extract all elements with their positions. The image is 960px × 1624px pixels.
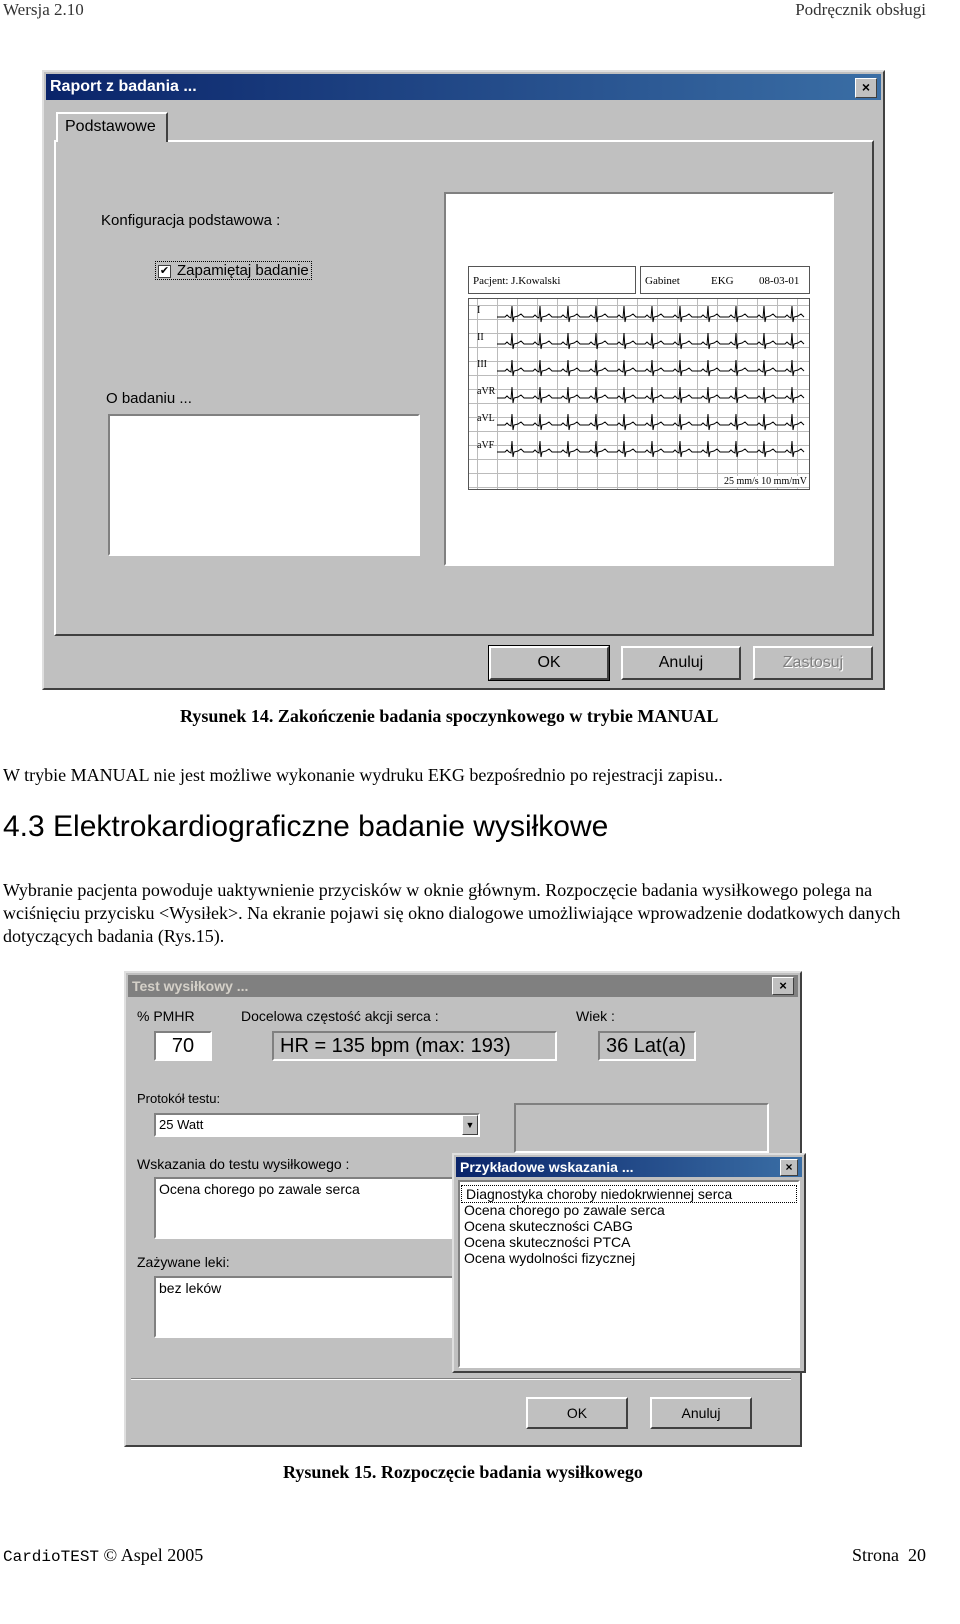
footer-copyright: © Aspel 2005 [99, 1545, 204, 1565]
remember-exam-checkbox[interactable] [156, 262, 311, 279]
lead-label: aVR [477, 386, 496, 397]
cancel-button[interactable]: Anuluj [621, 646, 741, 680]
stress-test-paragraph: Wybranie pacjenta powoduje uaktywnienie przycisków w oknie głównym. Rozpoczęcie badania wysiłkowego polega na wciśnięciu przycisku <Wysiłek>. Na ekranie pojawi się okno dialogowe umożliwiające wprowadzenie dodatkowych danych dotyczących badania (Rys.15). [3, 880, 901, 946]
config-label: Konfiguracja podstawowa : [101, 212, 281, 229]
about-textarea[interactable] [108, 414, 420, 556]
indication-list-item[interactable]: Ocena wydolności fizycznej [464, 1250, 636, 1266]
target-hr-label: Docelowa częstość akcji serca : [241, 1008, 439, 1024]
page-footer-copyright [3, 1545, 203, 1566]
print-preview [444, 192, 834, 566]
ekg-trace-iii [497, 357, 807, 381]
stress-test-title: Test wysiłkowy ... [132, 978, 249, 994]
manual-mode-paragraph: W trybie MANUAL nie jest możliwe wykonanie wydruku EKG bezpośrednio po rejestracji zapisu.. [3, 765, 723, 785]
preview-exam: EKG [711, 275, 734, 287]
popup-title: Przykładowe wskazania ... [460, 1159, 634, 1175]
pmhr-input[interactable]: 70 [154, 1031, 212, 1061]
meds-label: Zażywane leki: [137, 1254, 230, 1270]
chevron-down-icon[interactable]: ▼ [462, 1115, 478, 1135]
ekg-waveform [497, 306, 804, 322]
report-dialog-titlebar [46, 74, 881, 100]
lead-label: I [477, 305, 481, 316]
stress-test-dialog [124, 971, 802, 1447]
preview-patient: Pacjent: J.Kowalski [468, 266, 636, 294]
lead-label: aVL [477, 413, 495, 424]
meds-input[interactable]: bez leków [154, 1276, 464, 1338]
remember-exam-label: Zapamiętaj badanie [177, 262, 309, 279]
ok-button[interactable]: OK [489, 646, 609, 680]
about-label: O badaniu ... [106, 390, 192, 407]
lead-label: II [477, 332, 484, 343]
page-header-manual: Podręcznik obsługi [795, 0, 926, 19]
ekg-trace-ii [497, 330, 807, 354]
footer-brand: CardioTEST [3, 1548, 100, 1566]
tab-podstawowe-label: Podstawowe [65, 118, 156, 135]
indications-list[interactable] [458, 1180, 800, 1368]
page-number: Strona 20 [852, 1545, 926, 1565]
indication-list-item[interactable]: Ocena chorego po zawale serca [464, 1202, 665, 1218]
pmhr-label: % PMHR [137, 1008, 195, 1024]
protocol-label: Protokół testu: [137, 1091, 221, 1106]
popup-titlebar [456, 1157, 802, 1177]
protocol-select[interactable] [154, 1113, 480, 1137]
indication-list-item[interactable]: Ocena skuteczności CABG [464, 1218, 633, 1234]
close-icon[interactable]: × [855, 78, 877, 98]
ekg-trace-avf [497, 438, 807, 462]
cancel-button[interactable]: Anuluj [650, 1397, 752, 1429]
preview-office: Gabinet [645, 275, 680, 287]
indications-popup [452, 1153, 806, 1373]
blank-panel [514, 1103, 769, 1153]
apply-button[interactable]: Zastosuj [753, 646, 873, 680]
ekg-grid [468, 298, 810, 490]
tab-panel [54, 140, 874, 636]
preview-date: 08-03-01 [759, 275, 800, 287]
section-heading: 4.3 Elektrokardiograficzne badanie wysiłkowe [3, 810, 609, 843]
page-header-version: Wersja 2.10 [3, 0, 84, 19]
age-label: Wiek : [576, 1008, 615, 1024]
ekg-waveform [497, 414, 804, 430]
ekg-trace-i [497, 303, 807, 327]
ekg-waveform [497, 441, 804, 457]
indication-list-item[interactable]: Ocena skuteczności PTCA [464, 1234, 631, 1250]
ok-button[interactable]: OK [526, 1397, 628, 1429]
preview-scale: 25 mm/s 10 mm/mV [720, 476, 807, 487]
target-hr-value: HR = 135 bpm (max: 193) [272, 1031, 557, 1061]
indication-list-item[interactable]: Diagnostyka choroby niedokrwiennej serca [462, 1186, 796, 1202]
indications-label: Wskazania do testu wysiłkowego : [137, 1156, 350, 1172]
protocol-select-value: 25 Watt [159, 1117, 204, 1132]
ekg-waveform [497, 360, 804, 376]
close-icon[interactable]: × [780, 1159, 798, 1176]
lead-label: aVF [477, 440, 495, 451]
preview-header-box [640, 266, 810, 294]
lead-label: III [477, 359, 487, 370]
report-dialog [42, 70, 885, 690]
close-icon[interactable]: × [772, 977, 794, 995]
report-dialog-title: Raport z badania ... [50, 78, 197, 95]
checkmark-icon[interactable]: ✔ [159, 264, 170, 277]
ekg-waveform [497, 387, 804, 403]
tab-podstawowe[interactable] [56, 112, 168, 142]
age-value: 36 Lat(a) [598, 1031, 696, 1061]
figure-15-caption: Rysunek 15. Rozpoczęcie badania wysiłkowego [283, 1462, 643, 1482]
divider [131, 1378, 791, 1380]
stress-test-titlebar [128, 975, 798, 997]
figure-14-caption: Rysunek 14. Zakończenie badania spoczynkowego w trybie MANUAL [180, 706, 719, 726]
ekg-waveform [497, 333, 804, 349]
ekg-trace-avr [497, 384, 807, 408]
ekg-trace-avl [497, 411, 807, 435]
indications-input[interactable]: Ocena chorego po zawale serca [154, 1177, 464, 1239]
